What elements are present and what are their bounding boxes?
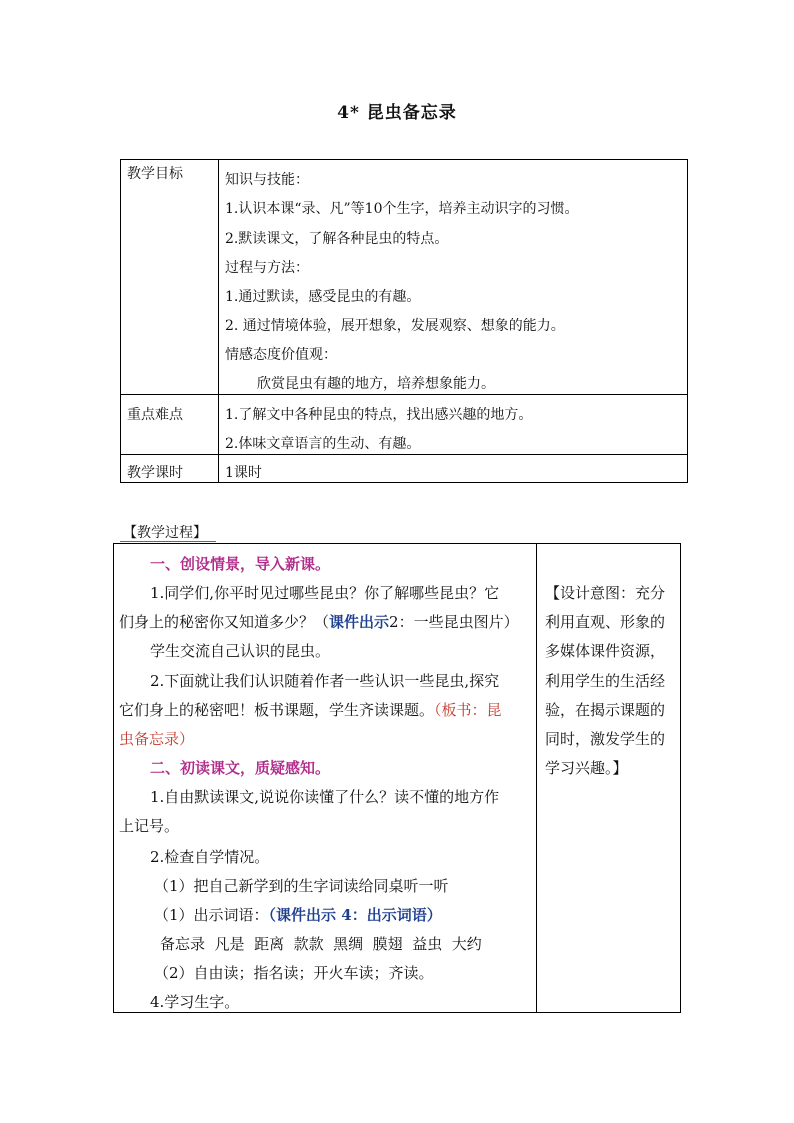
- section-title: 一、创设情景，导入新课。: [150, 555, 331, 573]
- goal-line: 1.通过默读，感受昆虫的有趣。: [225, 289, 421, 305]
- design-intent-line: 利用学生的生活经: [545, 672, 666, 690]
- process-line: 1.自由默读课文,说说你读懂了什么？读不懂的地方作: [150, 788, 500, 806]
- section-title: 二、初读课文，质疑感知。: [150, 759, 331, 777]
- goal-line: 1.认识本课“录、凡”等10个生字，培养主动识字的习惯。: [225, 201, 579, 217]
- key-point-line: 2.体味文章语言的生动、有趣。: [225, 436, 421, 452]
- goal-line: 情感态度价值观：: [225, 347, 337, 363]
- process-line: 4.学习生字。: [150, 993, 240, 1011]
- design-intent-line: 验，在揭示课题的: [545, 701, 666, 719]
- process-table: [113, 543, 681, 1013]
- process-line: 2.检查自学情况。: [150, 848, 270, 866]
- process-line: （1）出示词语：（课件出示 4：出示词语）: [154, 906, 442, 924]
- page-title: 4* 昆虫备忘录: [337, 103, 457, 123]
- goals-table: [120, 159, 688, 483]
- process-line: 学生交流自己认识的昆虫。: [150, 642, 331, 660]
- design-intent-line: 同时，激发学生的: [545, 730, 666, 748]
- design-intent-line: 学习兴趣。】: [545, 759, 628, 777]
- process-line: 2.下面就让我们认识随着作者一些认识一些昆虫,探究: [150, 672, 500, 690]
- column-divider: [536, 544, 537, 1012]
- process-line: 它们身上的秘密吧！板书课题，学生齐读课题。（板书：昆: [119, 701, 502, 719]
- design-intent-line: 【设计意图：充分: [545, 584, 666, 602]
- row-label-hours: 教学课时: [127, 465, 183, 481]
- word-list: 备忘录 凡是 距离 款款 黑绸 膜翅 益虫 大约: [160, 935, 482, 953]
- goal-line: 欣赏昆虫有趣的地方，培养想象能力。: [257, 376, 495, 392]
- goal-line: 2. 通过情境体验，展开想象，发展观察、想象的能力。: [225, 318, 565, 334]
- hours-value: 1课时: [225, 465, 262, 481]
- process-heading: 【教学过程】: [123, 525, 207, 541]
- process-line: （2）自由读；指名读；开火车读；齐读。: [154, 964, 434, 982]
- column-divider: [218, 160, 219, 482]
- heading-underline: [120, 541, 216, 542]
- process-line: 1.同学们,你平时见过哪些昆虫？你了解哪些昆虫？它: [150, 584, 500, 602]
- process-line: 上记号。: [119, 817, 180, 835]
- row-label-key-points: 重点难点: [127, 407, 183, 423]
- goal-line: 过程与方法：: [225, 260, 309, 276]
- goal-line: 2.默读课文，了解各种昆虫的特点。: [225, 231, 449, 247]
- goal-line: 知识与技能：: [225, 172, 309, 188]
- key-point-line: 1.了解文中各种昆虫的特点，找出感兴趣的地方。: [225, 407, 533, 423]
- row-label-goals: 教学目标: [127, 166, 183, 182]
- process-line: 虫备忘录）: [119, 730, 195, 748]
- row-divider: [121, 394, 687, 395]
- design-intent-line: 多媒体课件资源，: [545, 642, 666, 660]
- row-divider: [121, 454, 687, 455]
- process-line: （1）把自己新学到的生字词读给同桌听一听: [154, 877, 449, 895]
- design-intent-line: 利用直观、形象的: [545, 613, 666, 631]
- process-line: 们身上的秘密你又知道多少？（课件出示2：一些昆虫图片）: [119, 613, 519, 631]
